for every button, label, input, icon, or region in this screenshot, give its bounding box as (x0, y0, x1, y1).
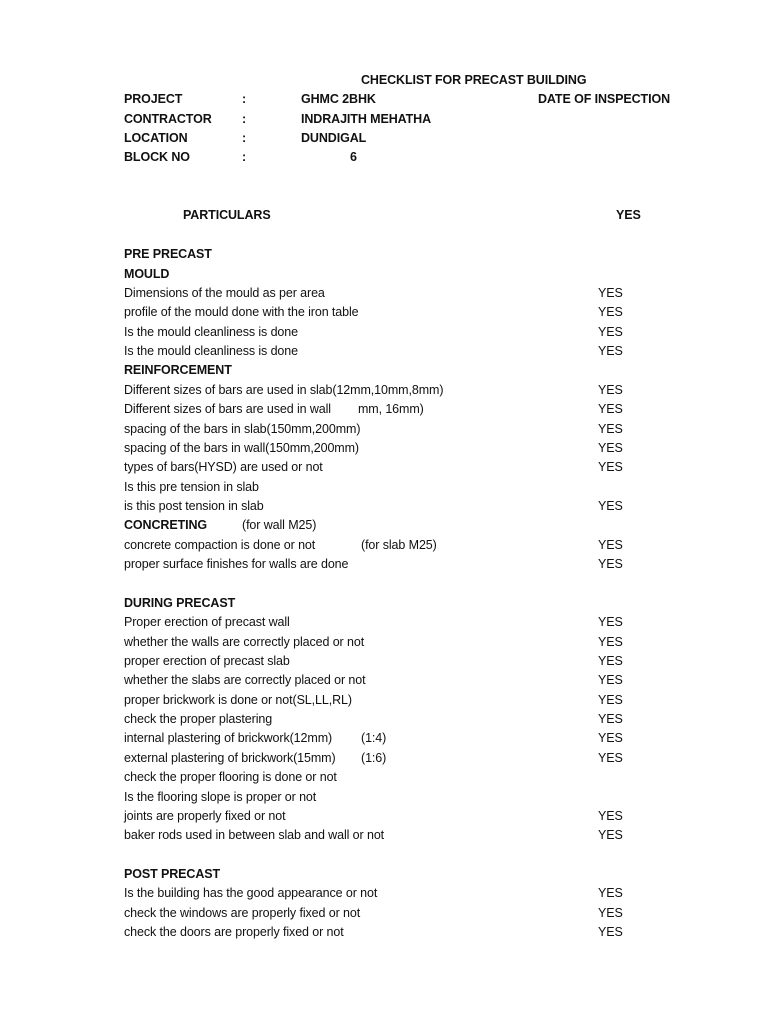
section-pre-precast: PRE PRECAST (124, 247, 212, 261)
subsection-mould: MOULD (124, 267, 170, 281)
section-post-precast: POST PRECAST (124, 867, 221, 881)
checklist-item: Is this pre tension in slab (124, 480, 259, 494)
checklist-status: YES (598, 615, 623, 629)
checklist-item: Different sizes of bars are used in wall mm, 16mm) (124, 402, 424, 416)
checklist-item: whether the walls are correctly placed or not (124, 635, 365, 649)
checklist-status: YES (598, 402, 623, 416)
project-colon: : (242, 92, 247, 106)
checklist-item: Is the mould cleanliness is done (124, 344, 298, 358)
date-of-inspection-label: DATE OF INSPECTION (538, 92, 671, 106)
checklist-status: YES (598, 305, 623, 319)
location-label: LOCATION (124, 131, 188, 145)
checklist-status: YES (598, 751, 623, 765)
checklist-item: Is the building has the good appearance or not (124, 886, 378, 900)
checklist-item: check the doors are properly fixed or not (124, 925, 344, 939)
checklist-item: whether the slabs are correctly placed or not (124, 673, 366, 687)
checklist-item: concrete compaction is done or not (124, 538, 316, 552)
checklist-status: YES (598, 886, 623, 900)
subsection-concreting: CONCRETING (124, 518, 208, 532)
checklist-item: proper brickwork is done or not(SL,LL,RL) (124, 693, 352, 707)
yes-heading: YES (616, 208, 641, 222)
checklist-status: YES (598, 654, 623, 668)
checklist-item: check the proper flooring is done or not (124, 770, 337, 784)
checklist-item: check the windows are properly fixed or not (124, 906, 361, 920)
checklist-item: profile of the mould done with the iron table (124, 305, 359, 319)
checklist-note: (1:6) (361, 751, 387, 765)
checklist-status: YES (598, 635, 623, 649)
checklist-status: YES (598, 673, 623, 687)
checklist-item: Dimensions of the mould as per area (124, 286, 325, 300)
checklist-status: YES (598, 809, 623, 823)
checklist-status: YES (598, 325, 623, 339)
block-no-value: 6 (350, 150, 357, 164)
checklist-item: external plastering of brickwork(15mm) (124, 751, 336, 765)
checklist-item: baker rods used in between slab and wall or not (124, 828, 385, 842)
checklist-status: YES (598, 460, 623, 474)
block-no-label: BLOCK NO (124, 150, 190, 164)
checklist-item: types of bars(HYSD) are used or not (124, 460, 323, 474)
checklist-status: YES (598, 828, 623, 842)
checklist-status: YES (598, 693, 623, 707)
checklist-item: Is the mould cleanliness is done (124, 325, 298, 339)
checklist-status: YES (598, 499, 623, 513)
checklist-item: proper surface finishes for walls are done (124, 557, 349, 571)
block-no-colon: : (242, 150, 247, 164)
checklist-status: YES (598, 538, 623, 552)
particulars-heading: PARTICULARS (183, 208, 271, 222)
checklist-status: YES (598, 344, 623, 358)
contractor-colon: : (242, 112, 247, 126)
checklist-item: check the proper plastering (124, 712, 273, 726)
checklist-item: spacing of the bars in wall(150mm,200mm) (124, 441, 359, 455)
checklist-item: joints are properly fixed or not (124, 809, 286, 823)
checklist-status: YES (598, 441, 623, 455)
checklist-status: YES (598, 731, 623, 745)
checklist-item: is this post tension in slab (124, 499, 264, 513)
document-title: CHECKLIST FOR PRECAST BUILDING (361, 73, 587, 87)
checklist-status: YES (598, 557, 623, 571)
checklist-status: YES (598, 383, 623, 397)
checklist-item: Proper erection of precast wall (124, 615, 290, 629)
location-value: DUNDIGAL (301, 131, 367, 145)
checklist-status: YES (598, 712, 623, 726)
checklist-item: proper erection of precast slab (124, 654, 290, 668)
checklist-status: YES (598, 906, 623, 920)
location-colon: : (242, 131, 247, 145)
project-label: PROJECT (124, 92, 183, 106)
checklist-item: Different sizes of bars are used in slab(12mm,10mm,8mm) (124, 383, 444, 397)
checklist-status: YES (598, 422, 623, 436)
checklist-status: YES (598, 286, 623, 300)
contractor-label: CONTRACTOR (124, 112, 212, 126)
checklist-item: Is the flooring slope is proper or not (124, 790, 317, 804)
checklist-item: internal plastering of brickwork(12mm) (124, 731, 333, 745)
contractor-value: INDRAJITH MEHATHA (301, 112, 432, 126)
checklist-note: (for slab M25) (361, 538, 437, 552)
section-during-precast: DURING PRECAST (124, 596, 236, 610)
checklist-item: spacing of the bars in slab(150mm,200mm) (124, 422, 361, 436)
checklist-note: (1:4) (361, 731, 387, 745)
project-value: GHMC 2BHK (301, 92, 376, 106)
checklist-status: YES (598, 925, 623, 939)
concreting-note: (for wall M25) (242, 518, 317, 532)
subsection-reinforcement: REINFORCEMENT (124, 363, 232, 377)
